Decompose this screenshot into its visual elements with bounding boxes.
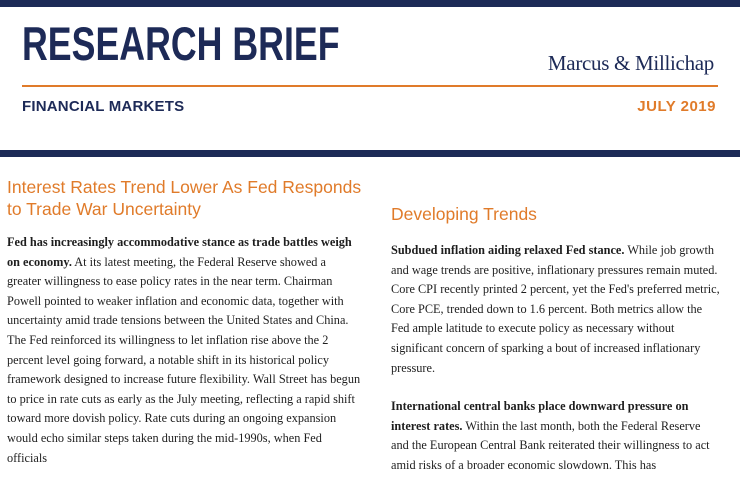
header-divider: [22, 85, 718, 87]
right-lead-1: Subdued inflation aiding relaxed Fed stance.: [391, 243, 625, 257]
left-paragraph: [7, 233, 362, 468]
right-lead-2: International central banks place downward pressure on interest rates.: [391, 399, 689, 433]
right-paragraph-2: [391, 397, 721, 475]
left-lead: Fed has increasingly accommodative stance as trade battles weigh on economy.: [7, 235, 352, 269]
brand-logo: Marcus & Millichap: [547, 51, 714, 75]
right-body-1: While job growth and wage trends are positive, inflationary pressures remain muted. Core CPI recently printed 2 percent, yet the Fed's preferred metric, Core PCE, trended down to 1.6 percent. Both metrics allow the Fed ample latitude to execute policy as necessary without significant concern of sparking a bout of increased inflationary pressure.: [391, 243, 720, 375]
section-label: FINANCIAL MARKETS: [22, 98, 185, 115]
issue-date: JULY 2019: [637, 98, 716, 115]
left-column: [7, 176, 362, 468]
right-paragraph-1: [391, 241, 721, 378]
document-title: RESEARCH BRIEF: [22, 17, 340, 70]
right-heading: Developing Trends: [391, 204, 537, 224]
left-heading: Interest Rates Trend Lower As Fed Responds to Trade War Uncertainty: [7, 177, 362, 219]
header-bottom-rule: [0, 150, 740, 157]
top-rule: [0, 0, 740, 7]
left-body: At its latest meeting, the Federal Reserve showed a greater willingness to ease policy rates in the near term. Chairman Powell pointed to weaker inflation and economic data, together with uncertainty amid trade tensions between the United States and China. The Fed reinforced its willingness to let inflation rise above the 2 percent level going forward, a notable shift in its historical policy framework designed to increase future flexibility. Wall Street has begun to price in rate cuts as early as the July meeting, reflecting a rapid shift toward more dovish policy. Rate cuts during an ongoing expansion would echo similar steps taken during the mid-1990s, when Fed officials: [7, 254, 361, 465]
right-body-2: Within the last month, both the Federal Reserve and the European Central Bank reiterated their willingness to act amid risks of a broader economic slowdown. This has: [391, 418, 710, 472]
right-column: [391, 203, 721, 476]
